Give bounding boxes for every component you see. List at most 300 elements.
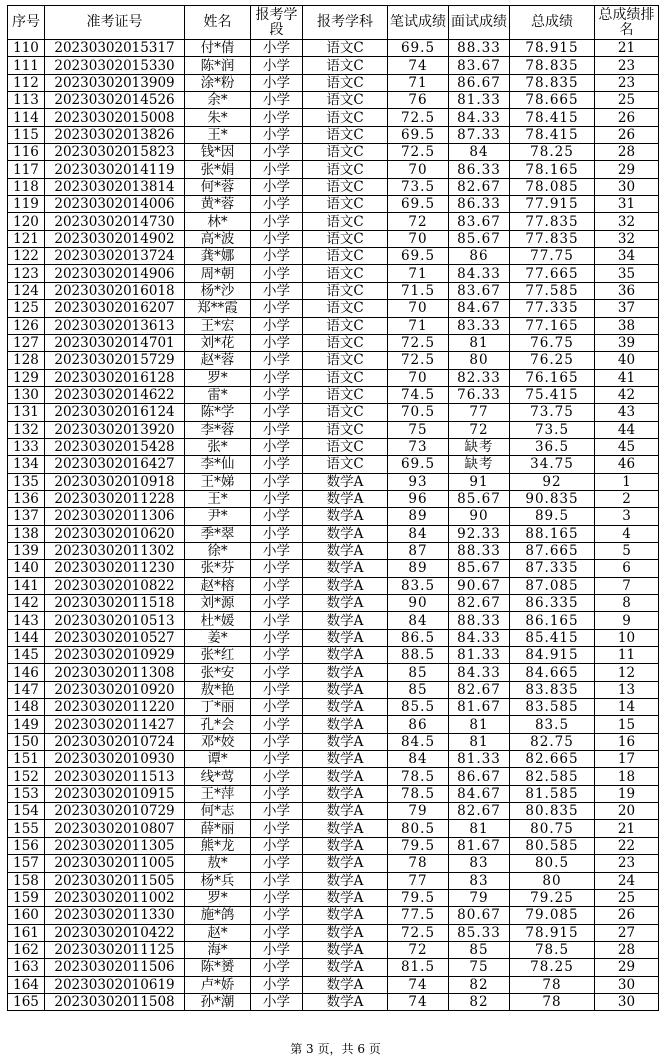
cell-name: 陈*润 <box>185 57 251 74</box>
cell-subject: 语文C <box>303 369 388 386</box>
cell-subject: 数学A <box>303 768 388 785</box>
cell-rank: 20 <box>595 803 659 820</box>
cell-total-score: 79.25 <box>510 889 595 906</box>
cell-interview-score: 86.67 <box>449 74 510 91</box>
cell-index: 161 <box>8 924 45 941</box>
cell-total-score: 83.585 <box>510 699 595 716</box>
cell-total-score: 79.085 <box>510 907 595 924</box>
cell-stage: 小学 <box>251 560 303 577</box>
cell-stage: 小学 <box>251 456 303 473</box>
cell-written-score: 96 <box>388 490 449 507</box>
cell-rank: 40 <box>595 352 659 369</box>
cell-stage: 小学 <box>251 647 303 664</box>
cell-total-score: 73.75 <box>510 404 595 421</box>
table-body <box>8 40 659 1011</box>
cell-stage: 小学 <box>251 213 303 230</box>
cell-index: 130 <box>8 386 45 403</box>
table-row <box>8 456 659 473</box>
cell-subject: 语文C <box>303 334 388 351</box>
cell-exam-id: 20230302014902 <box>45 230 185 247</box>
table-row <box>8 889 659 906</box>
cell-name: 徐* <box>185 542 251 559</box>
cell-written-score: 77 <box>388 872 449 889</box>
cell-rank: 26 <box>595 126 659 143</box>
cell-written-score: 69.5 <box>388 196 449 213</box>
cell-written-score: 71.5 <box>388 282 449 299</box>
table-row <box>8 265 659 282</box>
cell-written-score: 86.5 <box>388 629 449 646</box>
cell-exam-id: 20230302011220 <box>45 699 185 716</box>
cell-name: 高*波 <box>185 230 251 247</box>
cell-subject: 数学A <box>303 595 388 612</box>
cell-interview-score: 85.33 <box>449 924 510 941</box>
header-stage: 报考学段 <box>251 6 303 40</box>
cell-total-score: 87.335 <box>510 560 595 577</box>
cell-index: 149 <box>8 716 45 733</box>
cell-index: 115 <box>8 126 45 143</box>
cell-total-score: 86.165 <box>510 612 595 629</box>
page-footer: 第 3 页，共 6 页 <box>290 1042 381 1056</box>
cell-total-score: 78.25 <box>510 144 595 161</box>
cell-rank: 5 <box>595 542 659 559</box>
cell-stage: 小学 <box>251 92 303 109</box>
cell-exam-id: 20230302016128 <box>45 369 185 386</box>
cell-rank: 30 <box>595 993 659 1010</box>
cell-index: 127 <box>8 334 45 351</box>
cell-index: 158 <box>8 872 45 889</box>
cell-total-score: 34.75 <box>510 456 595 473</box>
header-index: 序号 <box>8 6 45 40</box>
cell-index: 159 <box>8 889 45 906</box>
cell-stage: 小学 <box>251 820 303 837</box>
cell-exam-id: 20230302016124 <box>45 404 185 421</box>
table-row <box>8 386 659 403</box>
cell-rank: 37 <box>595 300 659 317</box>
cell-subject: 语文C <box>303 265 388 282</box>
cell-index: 163 <box>8 959 45 976</box>
cell-rank: 23 <box>595 74 659 91</box>
table-row <box>8 473 659 490</box>
cell-interview-score: 84 <box>449 144 510 161</box>
cell-stage: 小学 <box>251 230 303 247</box>
cell-interview-score: 82.67 <box>449 803 510 820</box>
cell-total-score: 87.665 <box>510 542 595 559</box>
cell-stage: 小学 <box>251 144 303 161</box>
cell-total-score: 78.915 <box>510 40 595 57</box>
cell-interview-score: 81.33 <box>449 647 510 664</box>
cell-written-score: 84.5 <box>388 733 449 750</box>
cell-total-score: 78.835 <box>510 74 595 91</box>
cell-written-score: 90 <box>388 595 449 612</box>
header-exam-id: 准考证号 <box>45 6 185 40</box>
cell-exam-id: 20230302015428 <box>45 438 185 455</box>
header-rank: 总成绩排名 <box>595 6 659 40</box>
cell-index: 146 <box>8 664 45 681</box>
cell-rank: 28 <box>595 144 659 161</box>
cell-written-score: 76 <box>388 92 449 109</box>
cell-total-score: 76.75 <box>510 334 595 351</box>
cell-stage: 小学 <box>251 282 303 299</box>
cell-index: 125 <box>8 300 45 317</box>
cell-written-score: 84 <box>388 612 449 629</box>
cell-total-score: 82.585 <box>510 768 595 785</box>
cell-stage: 小学 <box>251 837 303 854</box>
cell-name: 张*红 <box>185 647 251 664</box>
cell-name: 尹* <box>185 508 251 525</box>
cell-name: 王* <box>185 126 251 143</box>
cell-subject: 数学A <box>303 681 388 698</box>
cell-subject: 数学A <box>303 525 388 542</box>
cell-interview-score: 82.67 <box>449 178 510 195</box>
cell-rank: 25 <box>595 92 659 109</box>
cell-total-score: 82.75 <box>510 733 595 750</box>
cell-rank: 13 <box>595 681 659 698</box>
cell-stage: 小学 <box>251 473 303 490</box>
cell-exam-id: 20230302010527 <box>45 629 185 646</box>
cell-interview-score: 84.33 <box>449 109 510 126</box>
cell-subject: 语文C <box>303 438 388 455</box>
table-row <box>8 924 659 941</box>
cell-index: 129 <box>8 369 45 386</box>
cell-interview-score: 85.67 <box>449 230 510 247</box>
cell-interview-score: 90.67 <box>449 577 510 594</box>
cell-rank: 3 <box>595 508 659 525</box>
cell-rank: 36 <box>595 282 659 299</box>
cell-rank: 23 <box>595 57 659 74</box>
cell-exam-id: 20230302013613 <box>45 317 185 334</box>
cell-name: 线*莺 <box>185 768 251 785</box>
cell-name: 周*朝 <box>185 265 251 282</box>
cell-subject: 语文C <box>303 57 388 74</box>
cell-rank: 45 <box>595 438 659 455</box>
cell-subject: 数学A <box>303 542 388 559</box>
cell-rank: 2 <box>595 490 659 507</box>
cell-exam-id: 20230302011005 <box>45 855 185 872</box>
cell-subject: 数学A <box>303 473 388 490</box>
cell-stage: 小学 <box>251 595 303 612</box>
cell-written-score: 69.5 <box>388 456 449 473</box>
cell-total-score: 78 <box>510 976 595 993</box>
table-row <box>8 490 659 507</box>
cell-index: 160 <box>8 907 45 924</box>
cell-name: 姜* <box>185 629 251 646</box>
table-row <box>8 178 659 195</box>
cell-subject: 语文C <box>303 421 388 438</box>
cell-written-score: 85.5 <box>388 699 449 716</box>
cell-exam-id: 20230302015729 <box>45 352 185 369</box>
cell-interview-score: 83.67 <box>449 213 510 230</box>
cell-interview-score: 80 <box>449 352 510 369</box>
cell-index: 153 <box>8 785 45 802</box>
table-row <box>8 785 659 802</box>
cell-total-score: 78.415 <box>510 109 595 126</box>
cell-total-score: 77.835 <box>510 230 595 247</box>
cell-subject: 数学A <box>303 872 388 889</box>
cell-subject: 语文C <box>303 300 388 317</box>
cell-rank: 38 <box>595 317 659 334</box>
cell-name: 钱*因 <box>185 144 251 161</box>
cell-stage: 小学 <box>251 490 303 507</box>
cell-rank: 29 <box>595 161 659 178</box>
cell-subject: 语文C <box>303 317 388 334</box>
table-row <box>8 334 659 351</box>
cell-written-score: 69.5 <box>388 126 449 143</box>
cell-written-score: 73 <box>388 438 449 455</box>
cell-interview-score: 85.67 <box>449 490 510 507</box>
header-interview-score: 面试成绩 <box>449 6 510 40</box>
table-row <box>8 213 659 230</box>
cell-subject: 语文C <box>303 74 388 91</box>
cell-interview-score: 82.33 <box>449 369 510 386</box>
cell-exam-id: 20230302010513 <box>45 612 185 629</box>
cell-total-score: 84.665 <box>510 664 595 681</box>
table-row <box>8 595 659 612</box>
cell-exam-id: 20230302014701 <box>45 334 185 351</box>
cell-written-score: 83.5 <box>388 577 449 594</box>
cell-rank: 19 <box>595 785 659 802</box>
cell-name: 张*芬 <box>185 560 251 577</box>
cell-rank: 18 <box>595 768 659 785</box>
table-row <box>8 629 659 646</box>
cell-index: 118 <box>8 178 45 195</box>
cell-subject: 语文C <box>303 92 388 109</box>
table-row <box>8 664 659 681</box>
cell-name: 李*仙 <box>185 456 251 473</box>
cell-total-score: 85.415 <box>510 629 595 646</box>
cell-total-score: 80 <box>510 872 595 889</box>
cell-index: 119 <box>8 196 45 213</box>
cell-index: 122 <box>8 248 45 265</box>
cell-exam-id: 20230302015317 <box>45 40 185 57</box>
cell-total-score: 78.25 <box>510 959 595 976</box>
cell-name: 王* <box>185 490 251 507</box>
cell-stage: 小学 <box>251 664 303 681</box>
cell-total-score: 86.335 <box>510 595 595 612</box>
table-row <box>8 733 659 750</box>
table-row <box>8 872 659 889</box>
cell-total-score: 80.585 <box>510 837 595 854</box>
cell-total-score: 80.75 <box>510 820 595 837</box>
cell-subject: 数学A <box>303 629 388 646</box>
cell-rank: 35 <box>595 265 659 282</box>
cell-subject: 语文C <box>303 144 388 161</box>
cell-total-score: 78.835 <box>510 57 595 74</box>
cell-name: 王*宏 <box>185 317 251 334</box>
cell-name: 刘*花 <box>185 334 251 351</box>
cell-exam-id: 20230302013909 <box>45 74 185 91</box>
cell-written-score: 72.5 <box>388 109 449 126</box>
cell-subject: 数学A <box>303 855 388 872</box>
cell-subject: 语文C <box>303 40 388 57</box>
cell-interview-score: 87.33 <box>449 126 510 143</box>
header-total-score: 总成绩 <box>510 6 595 40</box>
cell-name: 海* <box>185 941 251 958</box>
cell-total-score: 77.665 <box>510 265 595 282</box>
cell-interview-score: 86.67 <box>449 768 510 785</box>
table-row <box>8 768 659 785</box>
table-row <box>8 647 659 664</box>
cell-rank: 31 <box>595 196 659 213</box>
cell-index: 141 <box>8 577 45 594</box>
cell-written-score: 89 <box>388 508 449 525</box>
cell-index: 110 <box>8 40 45 57</box>
cell-written-score: 71 <box>388 74 449 91</box>
cell-total-score: 90.835 <box>510 490 595 507</box>
table-row <box>8 907 659 924</box>
cell-written-score: 81.5 <box>388 959 449 976</box>
cell-written-score: 71 <box>388 265 449 282</box>
cell-interview-score: 81 <box>449 334 510 351</box>
cell-rank: 32 <box>595 213 659 230</box>
cell-interview-score: 81 <box>449 733 510 750</box>
cell-interview-score: 75 <box>449 959 510 976</box>
table-row <box>8 74 659 91</box>
cell-interview-score: 82.67 <box>449 595 510 612</box>
cell-name: 林* <box>185 213 251 230</box>
cell-index: 152 <box>8 768 45 785</box>
cell-subject: 数学A <box>303 560 388 577</box>
cell-exam-id: 20230302016018 <box>45 282 185 299</box>
cell-rank: 26 <box>595 109 659 126</box>
cell-index: 137 <box>8 508 45 525</box>
cell-rank: 30 <box>595 178 659 195</box>
table-row <box>8 404 659 421</box>
cell-exam-id: 20230302013814 <box>45 178 185 195</box>
cell-index: 134 <box>8 456 45 473</box>
cell-total-score: 78.665 <box>510 92 595 109</box>
cell-subject: 语文C <box>303 109 388 126</box>
table-row <box>8 751 659 768</box>
cell-name: 李*蓉 <box>185 421 251 438</box>
cell-total-score: 81.585 <box>510 785 595 802</box>
cell-written-score: 74 <box>388 993 449 1010</box>
cell-total-score: 77.835 <box>510 213 595 230</box>
cell-subject: 数学A <box>303 612 388 629</box>
cell-exam-id: 20230302010724 <box>45 733 185 750</box>
cell-stage: 小学 <box>251 976 303 993</box>
cell-index: 135 <box>8 473 45 490</box>
cell-subject: 数学A <box>303 820 388 837</box>
cell-interview-score: 80.67 <box>449 907 510 924</box>
cell-index: 156 <box>8 837 45 854</box>
cell-exam-id: 20230302011518 <box>45 595 185 612</box>
cell-written-score: 78.5 <box>388 785 449 802</box>
cell-exam-id: 20230302015823 <box>45 144 185 161</box>
cell-interview-score: 92.33 <box>449 525 510 542</box>
cell-rank: 25 <box>595 889 659 906</box>
cell-written-score: 89 <box>388 560 449 577</box>
cell-name: 谭* <box>185 751 251 768</box>
cell-total-score: 36.5 <box>510 438 595 455</box>
cell-written-score: 84 <box>388 525 449 542</box>
cell-interview-score: 84.33 <box>449 629 510 646</box>
cell-interview-score: 缺考 <box>449 456 510 473</box>
cell-index: 144 <box>8 629 45 646</box>
table-row <box>8 352 659 369</box>
header-name: 姓名 <box>185 6 251 40</box>
cell-rank: 23 <box>595 855 659 872</box>
cell-stage: 小学 <box>251 855 303 872</box>
cell-name: 刘*源 <box>185 595 251 612</box>
cell-stage: 小学 <box>251 959 303 976</box>
cell-name: 龚*娜 <box>185 248 251 265</box>
cell-rank: 21 <box>595 820 659 837</box>
cell-written-score: 73.5 <box>388 178 449 195</box>
cell-subject: 数学A <box>303 716 388 733</box>
cell-interview-score: 86 <box>449 248 510 265</box>
table-row <box>8 716 659 733</box>
cell-exam-id: 20230302011506 <box>45 959 185 976</box>
cell-subject: 数学A <box>303 699 388 716</box>
cell-exam-id: 20230302010422 <box>45 924 185 941</box>
cell-index: 131 <box>8 404 45 421</box>
cell-index: 136 <box>8 490 45 507</box>
cell-interview-score: 88.33 <box>449 612 510 629</box>
cell-stage: 小学 <box>251 421 303 438</box>
cell-name: 陈*学 <box>185 404 251 421</box>
cell-rank: 24 <box>595 872 659 889</box>
cell-rank: 22 <box>595 837 659 854</box>
cell-total-score: 78 <box>510 993 595 1010</box>
table-row <box>8 577 659 594</box>
cell-interview-score: 82 <box>449 976 510 993</box>
cell-total-score: 78.165 <box>510 161 595 178</box>
cell-stage: 小学 <box>251 438 303 455</box>
cell-total-score: 78.915 <box>510 924 595 941</box>
cell-stage: 小学 <box>251 751 303 768</box>
cell-exam-id: 20230302010822 <box>45 577 185 594</box>
cell-name: 雷* <box>185 386 251 403</box>
cell-total-score: 89.5 <box>510 508 595 525</box>
cell-exam-id: 20230302014906 <box>45 265 185 282</box>
cell-written-score: 84 <box>388 751 449 768</box>
cell-rank: 43 <box>595 404 659 421</box>
cell-index: 147 <box>8 681 45 698</box>
cell-name: 罗* <box>185 369 251 386</box>
cell-exam-id: 20230302010620 <box>45 525 185 542</box>
cell-subject: 数学A <box>303 993 388 1010</box>
cell-exam-id: 20230302011330 <box>45 907 185 924</box>
cell-exam-id: 20230302010915 <box>45 785 185 802</box>
cell-index: 138 <box>8 525 45 542</box>
cell-interview-score: 83 <box>449 855 510 872</box>
cell-exam-id: 20230302010918 <box>45 473 185 490</box>
cell-index: 165 <box>8 993 45 1010</box>
cell-exam-id: 20230302016427 <box>45 456 185 473</box>
cell-interview-score: 81.67 <box>449 837 510 854</box>
cell-stage: 小学 <box>251 542 303 559</box>
cell-index: 148 <box>8 699 45 716</box>
cell-name: 余* <box>185 92 251 109</box>
cell-name: 王*娣 <box>185 473 251 490</box>
cell-name: 敖* <box>185 855 251 872</box>
cell-name: 张*安 <box>185 664 251 681</box>
cell-rank: 4 <box>595 525 659 542</box>
cell-interview-score: 缺考 <box>449 438 510 455</box>
cell-stage: 小学 <box>251 334 303 351</box>
cell-index: 151 <box>8 751 45 768</box>
cell-subject: 语文C <box>303 230 388 247</box>
cell-exam-id: 20230302014526 <box>45 92 185 109</box>
cell-written-score: 74.5 <box>388 386 449 403</box>
cell-total-score: 77.75 <box>510 248 595 265</box>
cell-exam-id: 20230302016207 <box>45 300 185 317</box>
cell-written-score: 72.5 <box>388 924 449 941</box>
cell-written-score: 70 <box>388 300 449 317</box>
cell-total-score: 77.915 <box>510 196 595 213</box>
cell-interview-score: 81.33 <box>449 92 510 109</box>
cell-name: 张* <box>185 438 251 455</box>
